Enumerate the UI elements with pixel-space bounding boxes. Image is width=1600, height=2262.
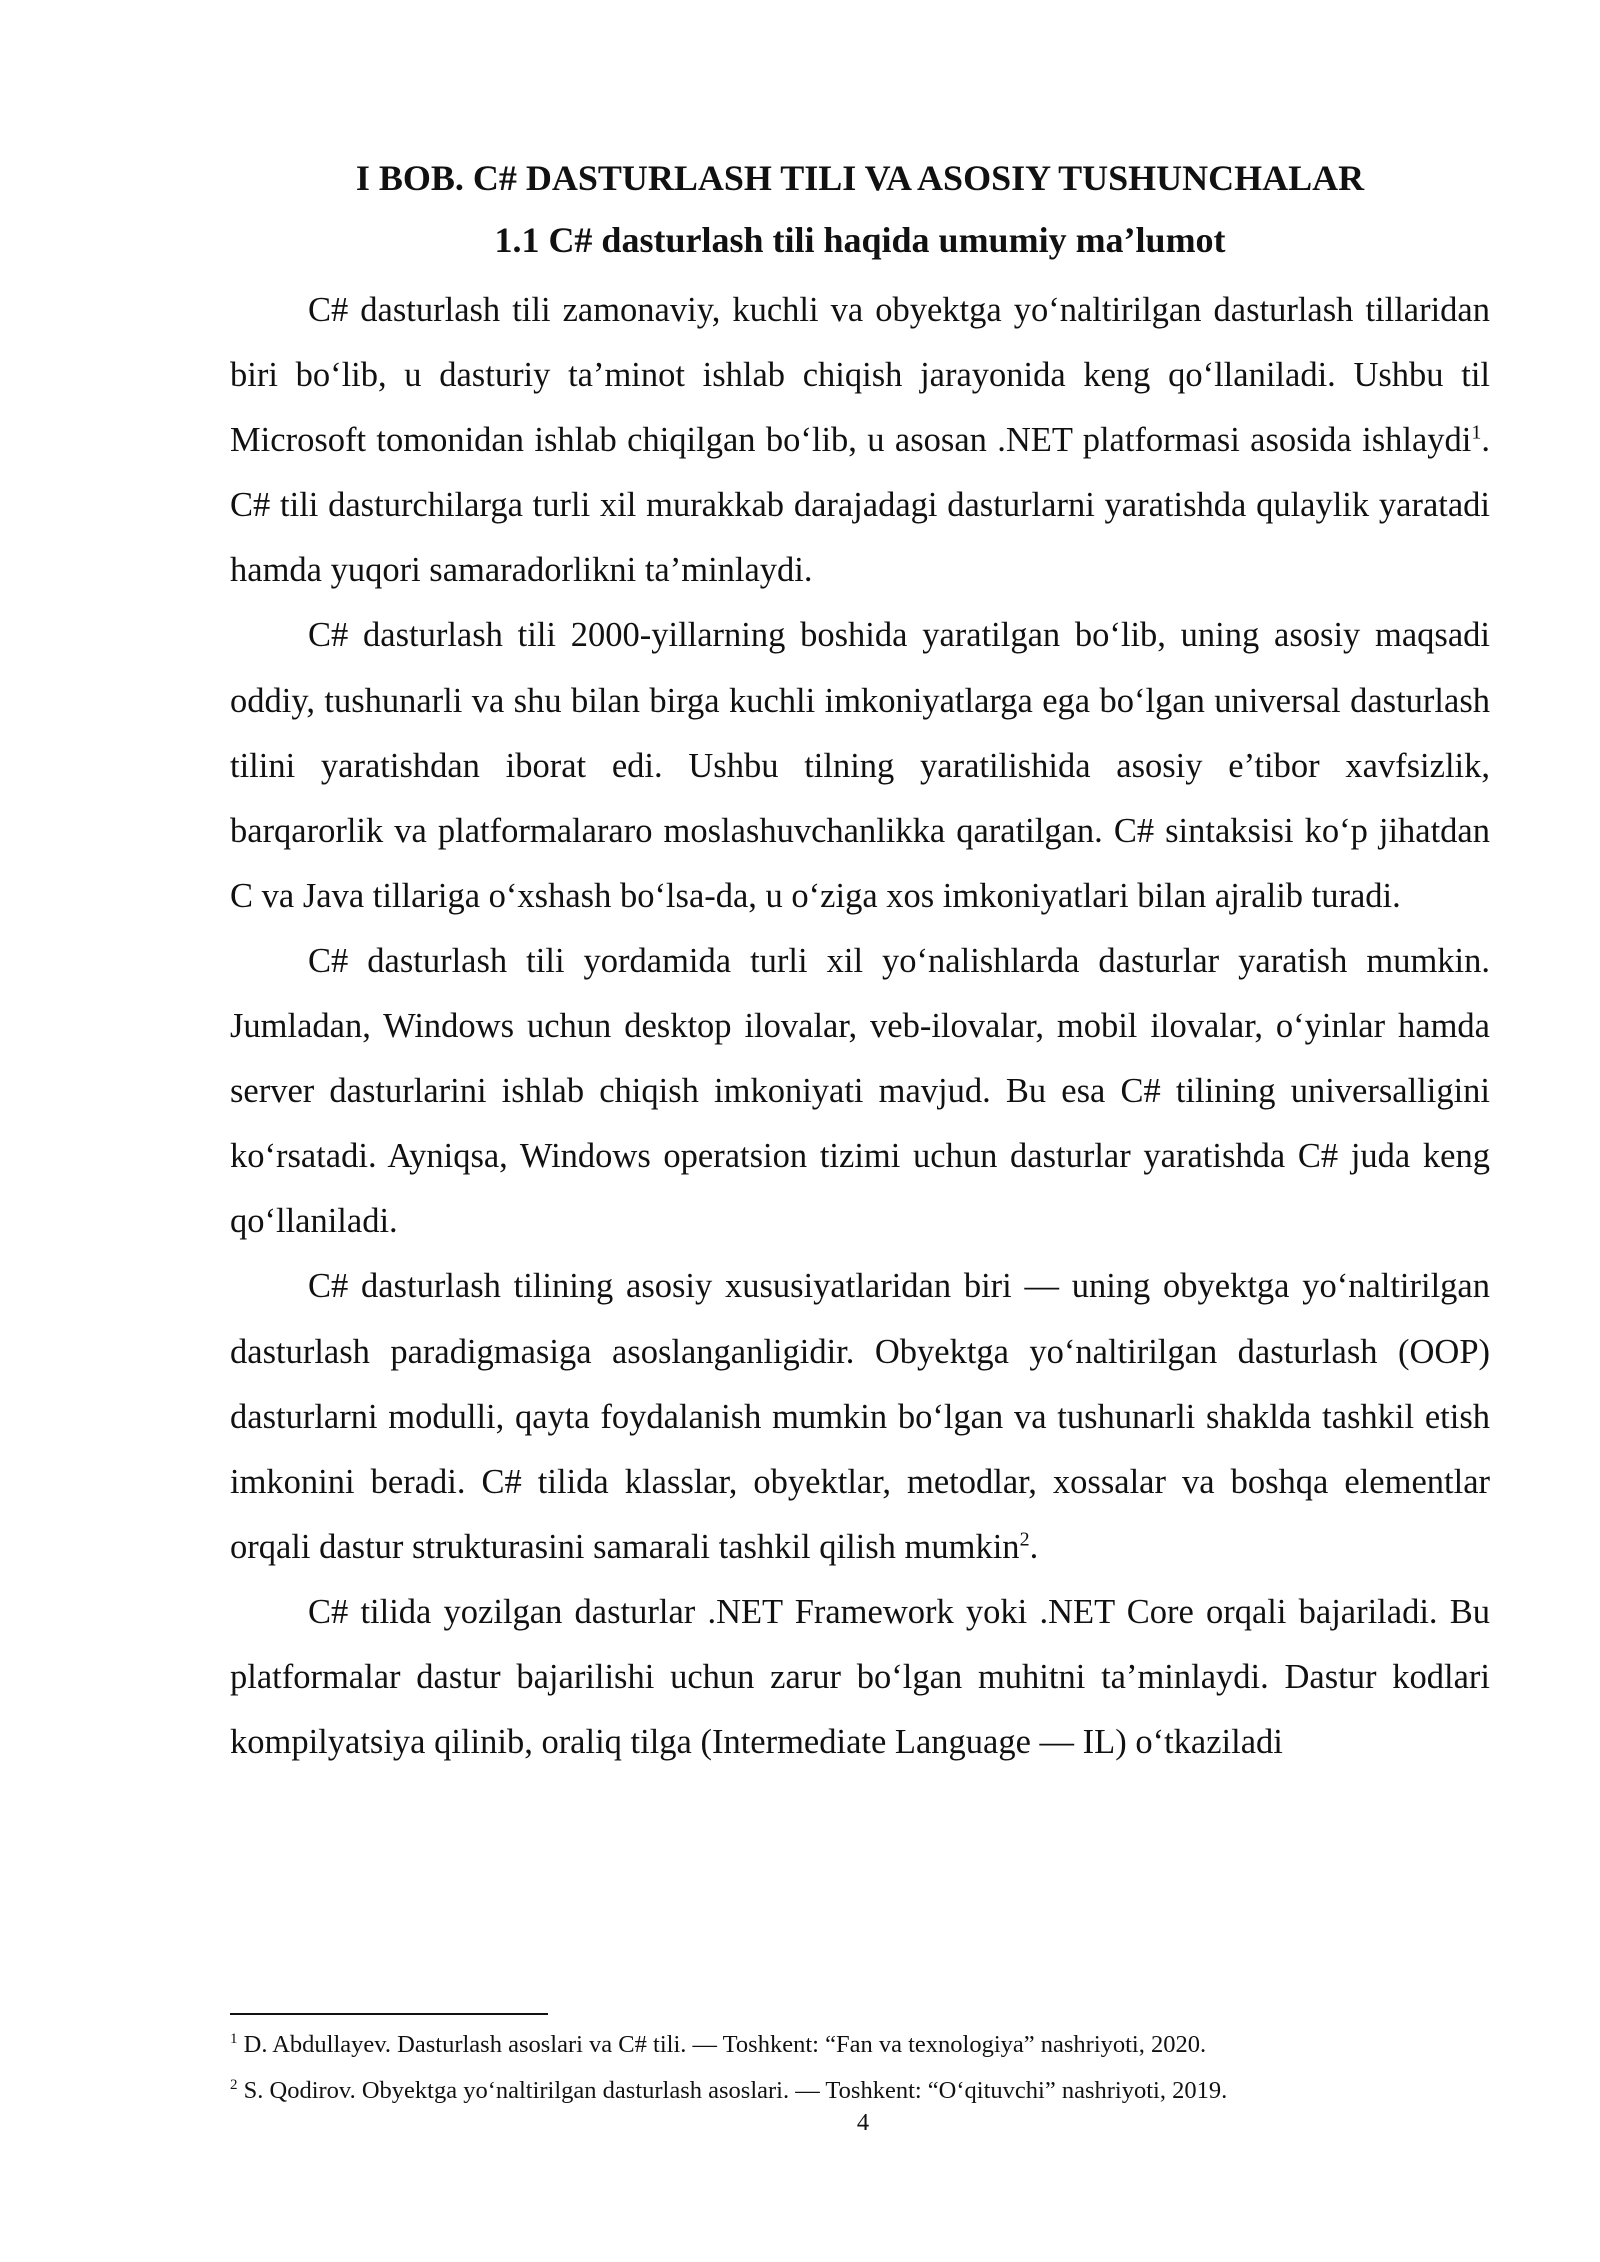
page-number: 4: [856, 2109, 870, 2136]
section-title: 1.1 C# dasturlash tili haqida umumiy ma’lumot: [494, 220, 1226, 260]
paragraph: C# dasturlash tili yordamida turli xil yo‘nalishlarda dasturlar yaratish mumkin. Jumladan, Windows uchun desktop ilovalar, veb-ilovalar, mobil ilovalar, o‘yinlar hamda server dasturlarini ishlab chiqish imkoniyati mavjud. Bu esa C# tilining universalligini ko‘rsatadi. Ayniqsa, Windows operatsion tizimi uchun dasturlar yaratishda C# juda keng qo‘llaniladi.: [230, 941, 1490, 1241]
footnote-separator: [230, 2013, 548, 2015]
footnote-text: S. Qodirov. Obyektga yo‘naltirilgan dasturlash asoslari. — Toshkent: “O‘qituvchi” nashriyoti, 2019.: [237, 2077, 1228, 2104]
paragraph-text: . C# tili dasturchilarga turli xil murakkab darajadagi dasturlarni yaratishda qulaylik yaratadi hamda yuqori samaradorlikni ta’minlaydi.: [230, 421, 1490, 590]
paragraph-text: C# dasturlash tili zamonaviy, kuchli va obyektga yo‘naltirilgan dasturlash tillaridan biri bo‘lib, u dasturiy ta’minot ishlab chiqish jarayonida keng qo‘llaniladi. Ushbu til Microsoft tomonidan ishlab chiqilgan bo‘lib, u asosan .NET platformasi asosida ishlaydi: [230, 291, 1490, 460]
footnote-reference: 2: [1019, 1528, 1030, 1551]
footnote-number: 1: [230, 2030, 238, 2047]
body-text: [230, 278, 1490, 1775]
footnote-text: D. Abdullayev. Dasturlash asoslari va C# tili. — Toshkent: “Fan va texnologiya” nashriyoti, 2020.: [237, 2031, 1207, 2058]
footnote-reference: 1: [1471, 421, 1482, 444]
paragraph: C# dasturlash tili 2000-yillarning boshida yaratilgan bo‘lib, uning asosiy maqsadi oddiy, tushunarli va shu bilan birga kuchli imkoniyatlarga ega bo‘lgan universal dasturlash tilini yaratishdan iborat edi. Ushbu tilning yaratilishida asosiy e’tibor xavfsizlik, barqarorlik va platformalararo moslashuvchanlikka qaratilgan. C# sintaksisi ko‘p jihatdan C va Java tillariga o‘xshash bo‘lsa-da, u o‘ziga xos imkoniyatlari bilan ajralib turadi.: [230, 616, 1490, 915]
paragraph-text: .: [1029, 1527, 1039, 1566]
chapter-title: I BOB. C# DASTURLASH TILI VA ASOSIY TUSHUNCHALAR: [355, 158, 1365, 198]
paragraph: [230, 1254, 1490, 1579]
footnote: [230, 2022, 1490, 2068]
footnote-number: 2: [230, 2076, 238, 2093]
paragraph-text: C# dasturlash tilining asosiy xususiyatlaridan biri — uning obyektga yo‘naltirilgan dasturlash paradigmasiga asoslanganligidir. Obyektga yo‘naltirilgan dasturlash (OOP) dasturlarni modulli, qayta foydalanish mumkin bo‘lgan va tushunarli shaklda tashkil etish imkonini beradi. C# tilida klasslar, obyektlar, metodlar, xossalar va boshqa elementlar orqali dastur strukturasini samarali tashkil qilish mumkin: [230, 1267, 1490, 1566]
paragraph: [230, 278, 1490, 603]
paragraph: C# tilida yozilgan dasturlar .NET Framework yoki .NET Core orqali bajariladi. Bu platformalar dastur bajarilishi uchun zarur bo‘lgan muhitni ta’minlaydi. Dastur kodlari kompilyatsiya qilinib, oraliq tilga (Intermediate Language — IL) o‘tkaziladi: [230, 1592, 1490, 1762]
footnotes: [230, 2022, 1490, 2114]
